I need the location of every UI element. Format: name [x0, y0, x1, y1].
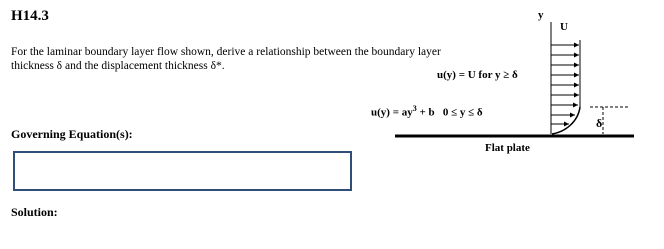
- flat-plate-label: Flat plate: [485, 142, 530, 154]
- problem-id: H14.3: [11, 8, 49, 24]
- outer-profile-equation: u(y) = U for y ≥ δ: [437, 69, 518, 81]
- boundary-layer-velocity-curve: [552, 107, 580, 134]
- free-stream-velocity-label: U: [560, 21, 568, 33]
- boundary-layer-thickness-label: δ: [596, 116, 603, 130]
- governing-equations-label: Governing Equation(s):: [11, 127, 133, 141]
- inner-equation-prefix: u(y) = ay: [371, 106, 413, 119]
- inner-equation-suffix: + b 0 ≤ y ≤ δ: [416, 106, 483, 119]
- problem-statement: For the laminar boundary layer flow shown, derive a relationship between the boundary layer thickness δ and the displacement thickness δ*.: [11, 46, 441, 72]
- y-axis-label: y: [538, 9, 544, 21]
- inner-equation-exponent: 3: [412, 104, 417, 113]
- solution-label: Solution:: [11, 205, 58, 219]
- inner-profile-equation: [371, 104, 483, 119]
